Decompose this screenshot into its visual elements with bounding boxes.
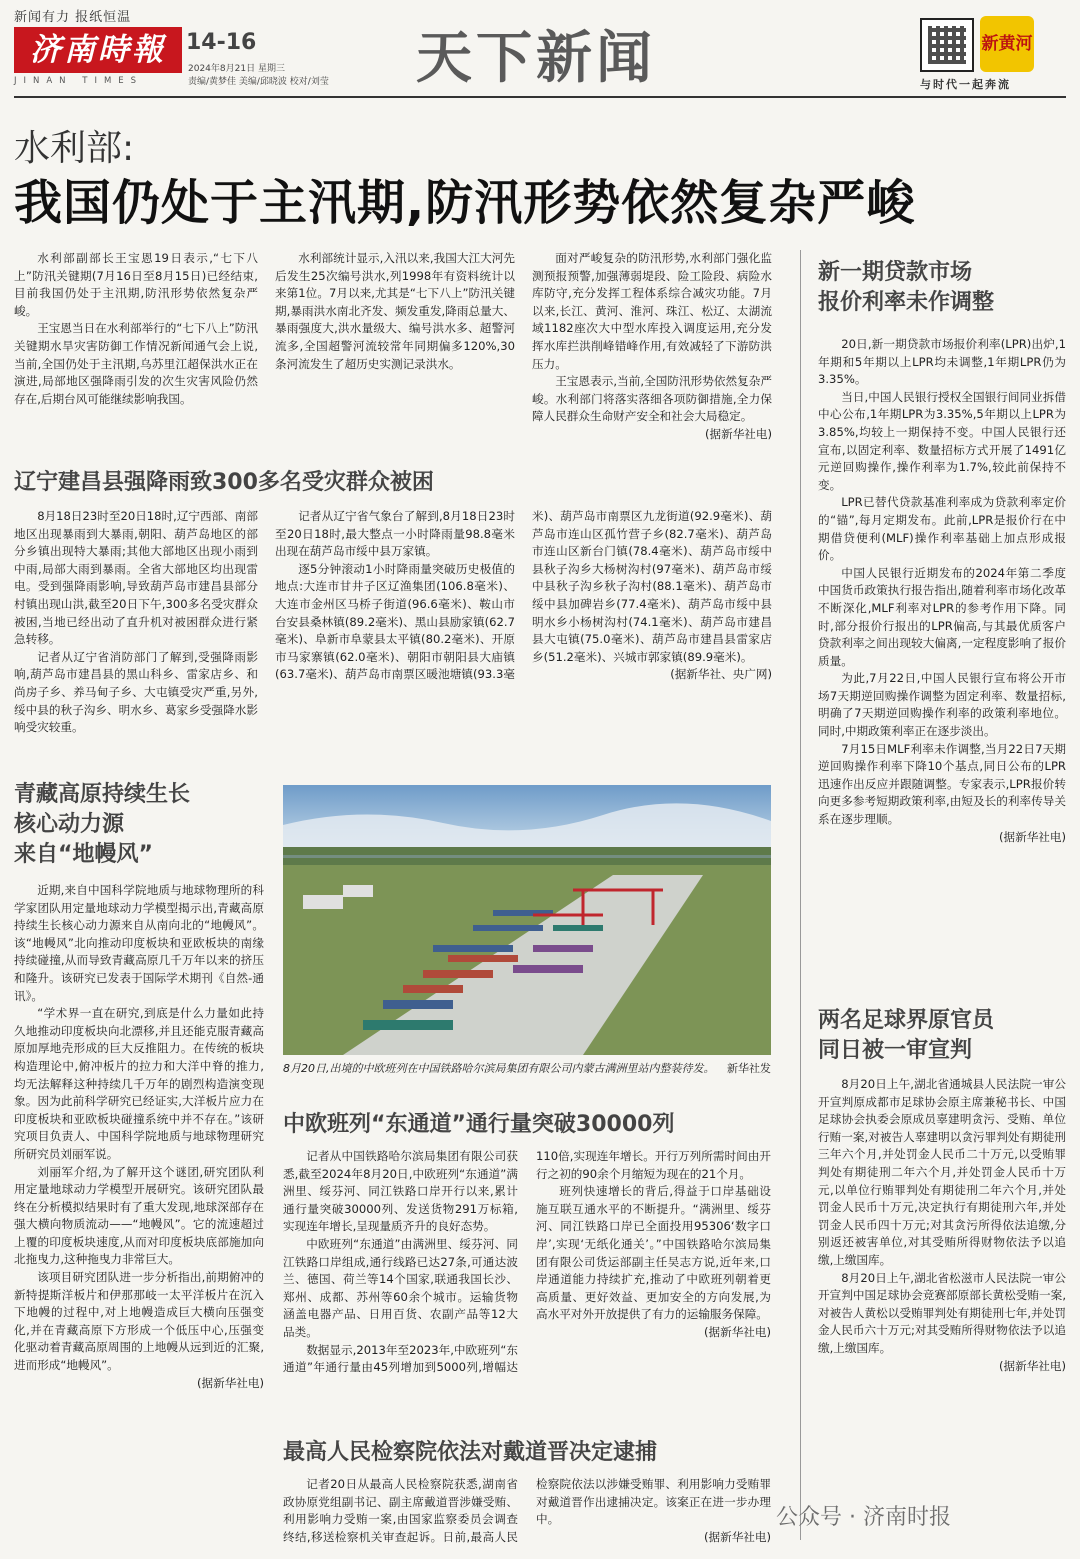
issue-date: 2024年8月21日 星期三 xyxy=(188,64,285,74)
newspaper-logo: 济南時報 xyxy=(14,27,182,73)
masthead-rule xyxy=(14,96,1066,98)
liaoning-title: 辽宁建昌县强降雨致300多名受灾群众被困 xyxy=(14,470,434,495)
editors-line: 责编/黄梦佳 美编/邱晓波 校对/刘莹 xyxy=(188,77,329,87)
railway-paragraph: 班列快速增长的背后,得益于口岸基础设施互联互通水平的不断提升。“满洲里、绥芬河、同江铁路口岸已全面投用95306‘数字口岸’,实现‘无纸化通关’。”中国铁路哈尔滨局集团有限公司货运部副主任吴志方说,近年来,口岸通道能力持续扩充,推动了中欧班列朝着更高质量、更好效益、更加安全的方向发展,为高水平对外开放提供了有力的运输服务保障。 xyxy=(536,1184,771,1322)
tibet-body xyxy=(14,882,264,1392)
tibet-source: (据新华社电) xyxy=(196,1375,264,1390)
railway-body xyxy=(283,1148,771,1418)
lead-kicker: 水利部: xyxy=(14,128,135,169)
football-paragraph: 8月20日上午,湖北省松滋市人民法院一审公开宣判中国足球协会竞赛部原部长黄松受贿一案,对被告人黄松以受贿罪判处有期徒刑七年,并处罚金人民币六十万元;对其受贿所得财物依法予以追缴,上缴国库。 xyxy=(818,1270,1066,1355)
railway-title: 中欧班列“东通道”通行量突破30000列 xyxy=(283,1112,675,1137)
tibet-title-line-2: 核心动力源 xyxy=(14,812,125,837)
section-title: 天下新闻 xyxy=(416,26,656,91)
lead-paragraph: 面对严峻复杂的防汛形势,水利部门强化监测预报预警,加强薄弱堤段、险工险段、病险水库防守,充分发挥工程体系综合减灾功能。7月以来,长江、黄河、淮河、珠江、松辽、太湖流域1182座次大中型水库投入调度运用,充分发挥水库拦洪削峰错峰作用,有效减轻了下游防洪压力。 xyxy=(532,251,772,371)
tibet-title-line-3: 来自“地幔风” xyxy=(14,842,153,867)
liaoning-paragraph: 8月18日23时至20日18时,辽宁西部、南部地区出现暴雨到大暴雨,朝阳、葫芦岛地区的部分乡镇出现特大暴雨;其他大部地区出现小雨到中雨,局部大雨到暴雨。全省大部地区均出现雷电。受到强降雨影响,导致葫芦岛市建昌县部分村镇出现山洪,截至20日下午,300多名受灾群众被困,当地已经出动了直升机对被困群众进行紧急转移。 xyxy=(14,509,258,647)
lead-source: (据新华社电) xyxy=(704,426,772,441)
page-range: 14-16 xyxy=(186,30,257,55)
lead-paragraph: 王宝恩当日在水利部举行的“七下八上”防汛关键期水旱灾害防御工作情况新闻通气会上说,当前,全国仍处于主汛期,乌苏里江超保洪水正在演进,局部地区强降雨引发的次生灾害风险仍然存在,后期台风可能继续影响我国。 xyxy=(14,321,258,406)
tagline: 与时代一起奔流 xyxy=(920,78,1011,91)
lpr-paragraph: 中国人民银行近期发布的2024年第二季度中国货币政策执行报告指出,随着利率市场化改革不断深化,MLF利率对LPR的参考作用下降。同时,部分报价行报出的LPR偏高,与其最优质客户贷款利率之间出现较大偏离,一定程度影响了报价质量。 xyxy=(818,565,1066,668)
tibet-article xyxy=(14,780,264,1392)
tibet-paragraph: “学术界一直在研究,到底是什么力量如此持久地推动印度板块向北漂移,并且还能克服青藏高原加厚地壳形成的巨大反推阻力。在传统的板块构造理论中,俯冲板片的拉力和大洋中脊的推力,均无法解释这种持续几千万年的剧烈构造演变现象。因为此前科学研究已经证实,大洋板片应力在印度板块和亚欧板块碰撞系统中并不存在。”该研究项目负责人、中国科学院地质与地球物理研究所研究员刘丽军说。 xyxy=(14,1006,264,1161)
railway-source: (据新华社电) xyxy=(703,1324,771,1339)
liaoning-column-2 xyxy=(275,508,772,748)
lead-title: 我国仍处于主汛期,防汛形势依然复杂严峻 xyxy=(14,175,916,231)
masthead-slogan: 新闻有力 报纸恒温 xyxy=(14,10,132,25)
tibet-paragraph: 该项目研究团队进一步分析指出,前期俯冲的新特提斯洋板片和伊那那岐一太平洋板片在沉入下地幔的过程中,对上地幔造成巨大横向压强变化,并在青藏高原下方形成一个低压中心,压强变化驱动着青藏高原周围的上地幔从远到近的汇聚,进而形成“地幔风”。 xyxy=(14,1270,264,1373)
lpr-body xyxy=(818,336,1066,846)
procuratorate-source: (据新华社电) xyxy=(703,1529,771,1544)
procuratorate-body xyxy=(283,1476,771,1556)
liaoning-paragraph: 记者从辽宁省消防部门了解到,受强降雨影响,葫芦岛市建昌县的黑山科乡、雷家店乡、和尚房子乡、养马甸子乡、大屯镇受灾严重,另外,绥中县的秋子沟乡、明水乡、葛家乡受强降水影响受灾较重。 xyxy=(14,649,258,735)
lpr-paragraph: LPR已替代贷款基准利率成为贷款利率定价的“锚”,每月定期发布。此前,LPR是报价行在中期借贷便利(MLF)操作利率基础上加点形成报价。 xyxy=(818,495,1066,563)
lpr-paragraph: 当日,中国人民银行授权全国银行间同业拆借中心公布,1年期LPR为3.35%,5年期以上LPR为3.85%,均较上一期保持不变。中国人民银行还宣布,以固定利率、数量招标方式开展了1491亿元逆回购操作,操作利率为1.7%,较此前保持不变。 xyxy=(818,389,1066,492)
liaoning-paragraph: 逐5分钟滚动1小时降雨量突破历史极值的地点:大连市甘井子区辽渔集团(106.8毫米)、大连市金州区马桥子街道(96.6毫米)、鞍山市台安县桑林镇(89.2毫米)、黑山县励家镇(62.7毫米)、阜新市阜蒙县太平镇(80.2毫米)、开原市马家寨镇(62.0毫米)、朝阳市朝阳县大庙镇(63.7毫米)、葫芦岛市南票区暖池塘镇(93.3毫米)、葫芦岛市南票区九龙街道(92.9毫米)、葫芦岛市连山区孤竹营子乡(82.7毫米)、葫芦岛市连山区新台门镇(78.4毫米)、葫芦岛市绥中县秋子沟乡大杨树沟村(97毫米)、葫芦岛市绥中县秋子沟乡秋子沟村(88.1毫米)、葫芦岛市绥中县加碑岩乡(77.4毫米)、葫芦岛市绥中县明水乡小杨树沟村(74.1毫米)、葫芦岛市建昌县大屯镇(75.0毫米)、葫芦岛市建昌县雷家店乡(51.2毫米)、兴城市郭家镇(89.9毫米)。 xyxy=(275,509,772,682)
liaoning-source: (据新华社、央广网) xyxy=(670,667,772,682)
football-article xyxy=(818,1006,1066,1375)
photo-caption: 8月20日,出境的中欧班列在中国铁路哈尔滨局集团有限公司内蒙古满洲里站内整装待发。 xyxy=(283,1062,715,1075)
photo-credit: 新华社发 xyxy=(727,1062,771,1075)
column-divider xyxy=(800,250,801,1540)
railway-photo xyxy=(283,785,771,1055)
lpr-title-line-1: 新一期贷款市场 xyxy=(818,260,973,285)
lead-column-2 xyxy=(275,250,515,373)
lead-paragraph: 水利部统计显示,入汛以来,我国大江大河先后发生25次编号洪水,列1998年有资料统计以来第1位。7月以来,尤其是“七下八上”防汛关键期,暴雨洪水南北齐发、频发重发,降雨总量大、暴雨强度大,洪水量级大、编号洪水多、超警河流多,全国超警河流较常年同期偏多120%,30条河流发生了超历史实测记录洪水。 xyxy=(275,251,515,371)
app-badge: 新黄河 xyxy=(980,16,1034,72)
lead-column-1 xyxy=(14,250,258,408)
football-title-line-1: 两名足球界原官员 xyxy=(818,1008,995,1033)
procuratorate-title: 最高人民检察院依法对戴道晋决定逮捕 xyxy=(283,1440,658,1465)
lead-paragraph: 王宝恩表示,当前,全国防汛形势依然复杂严峻。水利部门将落实落细各项防御措施,全力保障人民群众生命财产安全和社会大局稳定。 xyxy=(532,374,772,424)
football-paragraph: 8月20日上午,湖北省通城县人民法院一审公开宣判原成都市足球协会原主席兼秘书长、中国足球协会执委会原成员辜建明贪污、受贿、单位行贿一案,对被告人辜建明以贪污罪判处有期徒刑三年六个月,并处罚金人民币二十万元,以受贿罪判处有期徒刑二年六个月,并处罚金人民币十万元,以单位行贿罪判处有期徒刑二年六个月,并处罚金人民币十万元,决定执行有期徒刑六年,并处罚金人民币四十万元;对其贪污所得依法追缴,分别返还被害单位,对其受贿所得财物依法予以追缴,上缴国库。 xyxy=(818,1077,1066,1267)
lpr-paragraph: 20日,新一期贷款市场报价利率(LPR)出炉,1年期和5年期以上LPR均未调整,1年期LPR仍为3.35%。 xyxy=(818,337,1066,387)
railway-paragraph: 记者从中国铁路哈尔滨局集团有限公司获悉,截至2024年8月20日,中欧班列“东通道”满洲里、绥芬河、同江铁路口岸开行以来,累计通行量突破30000列、发送货物291万标箱,实现连年增长,呈现量质齐升的良好态势。 xyxy=(283,1149,518,1234)
wechat-watermark: 公众号 · 济南时报 xyxy=(776,1505,951,1530)
liaoning-paragraph: 记者从辽宁省气象台了解到,8月18日23时至20日18时,最大整点一小时降雨量98.8毫米出现在葫芦岛市绥中县万家镇。 xyxy=(275,509,515,559)
lpr-paragraph: 为此,7月22日,中国人民银行宣布将公开市场7天期逆回购操作调整为固定利率、数量招标,明确了7天期逆回购操作利率的政策利率地位。同时,中期政策利率正在逐步淡出。 xyxy=(818,671,1066,739)
football-source: (据新华社电) xyxy=(998,1358,1066,1373)
tibet-title-line-1: 青藏高原持续生长 xyxy=(14,782,191,807)
liaoning-column-1 xyxy=(14,508,258,737)
lpr-title-line-2: 报价利率未作调整 xyxy=(818,290,995,315)
lead-paragraph: 水利部副部长王宝恩19日表示,“七下八上”防汛关键期(7月16日至8月15日)已经结束,目前我国仍处于主汛期,防汛形势依然复杂严峻。 xyxy=(14,251,258,318)
lpr-source: (据新华社电) xyxy=(998,829,1066,844)
football-title-line-2: 同日被一审宣判 xyxy=(818,1038,973,1063)
lpr-article xyxy=(818,258,1066,846)
procuratorate-paragraph: 记者20日从最高人民检察院获悉,湖南省政协原党组副书记、副主席戴道晋涉嫌受贿、利用影响力受贿一案,由国家监察委员会调查终结,移送检察机关审查起诉。日前,最高人民检察院依法以涉嫌受贿罪、利用影响力受贿罪对戴道晋作出逮捕决定。该案正在进一步办理中。 xyxy=(283,1477,771,1544)
railway-paragraph: 中欧班列“东通道”由满洲里、绥芬河、同江铁路口岸组成,通行线路已达27条,可通达波兰、德国、荷兰等14个国家,联通我国长沙、郑州、成都、苏州等60余个城市。运输货物涵盖电器产品、日用百货、农副产品等12大品类。 xyxy=(283,1236,518,1339)
railway-photo-illustration xyxy=(283,785,771,1055)
railway-paragraph: 数据显示,2013年至2023年,中欧班列“东通道”年通行量由45列增加到5000列,增幅达110倍,实现连年增长。开行万列所需时间由开行之初的90余个月缩短为现在的21个月。 xyxy=(283,1149,771,1375)
lpr-paragraph: 7月15日MLF利率未作调整,当月22日7天期逆回购操作利率下降10个基点,同日公布的LPR迅速作出反应并跟随调整。专家表示,LPR报价转向更多参考短期政策利率,由短及长的利率传导关系在逐步理顺。 xyxy=(818,741,1066,827)
tibet-paragraph: 近期,来自中国科学院地质与地球物理所的科学家团队用定量地球动力学模型揭示出,青藏高原持续生长核心动力源来自从南向北的“地幔风”。该“地幔风”北向推动印度板块和亚欧板块的南缘持续碰撞,从而导致青藏高原几千万年以来的挤压和隆升。该研究已发表于国际学术期刊《自然-通讯》。 xyxy=(14,883,264,1003)
lead-column-3 xyxy=(532,250,772,444)
newspaper-logo-subtitle: JINAN TIMES xyxy=(14,76,144,86)
qr-code-pattern xyxy=(928,26,966,64)
tibet-paragraph: 刘丽军介绍,为了解开这个谜团,研究团队利用定量地球动力学模型开展研究。该研究团队最终在分析模拟结果时有了重大发现,地球深部存在强大横向物质流动——“地幔风”。它的流速超过上覆的印度板块速度,从而对印度板块底部施加向北拖曳力,这种拖曳力非常巨大。 xyxy=(14,1164,264,1267)
football-body xyxy=(818,1076,1066,1375)
photo-caption-block xyxy=(283,1060,771,1077)
